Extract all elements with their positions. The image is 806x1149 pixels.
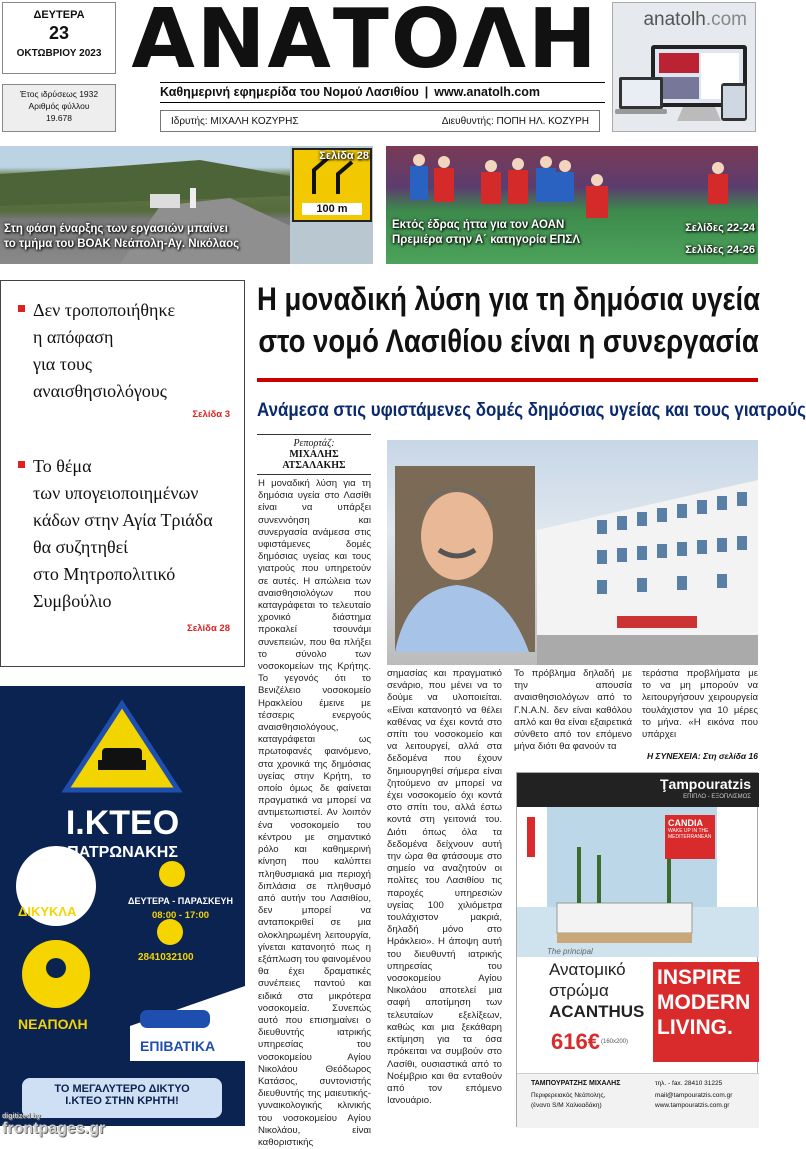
founder-name: Ιδρυτής: ΜΙΧΑΛΗ ΚΟΖΥΡΗΣ [171, 115, 299, 127]
store-phone[interactable]: τηλ. - fax. 28410 31225 [655, 1080, 723, 1087]
continued-link[interactable]: Η ΣΥΝΕΧΕΙΑ: Στη σελίδα 16 [647, 751, 758, 761]
kteo-days: ΔΕΥΤΕΡΑ - ΠΑΡΑΣΚΕΥΗ [127, 896, 234, 906]
date-box [2, 2, 116, 74]
hospital-photo[interactable] [387, 440, 758, 665]
kteo-slogan: ΤΟ ΜΕΓΑΛΥΤΕΡΟ ΔΙΚΤΥΟ Ι.ΚΤΕΟ ΣΤΗΝ ΚΡΗΤΗ! [22, 1078, 222, 1118]
headline-divider [257, 378, 758, 382]
product-size: (160x200) [601, 1039, 629, 1045]
main-headline[interactable]: Η μοναδική λύση για τη δημόσια υγεία στο νομό Λασιθίου είναι η συνεργασία [257, 281, 761, 359]
website-ad-brand: anatolh.com [643, 9, 747, 30]
strip2-page1: Σελίδες 22-24 [685, 222, 755, 234]
day-number: 23 [48, 23, 70, 43]
hospital-building-icon [387, 440, 758, 665]
mattress-ad[interactable] [516, 772, 758, 1127]
product-name: Ανατομικό στρώμα ACANTHUS [549, 960, 645, 1021]
kteo-owner: ΠΑΤΡΩΝΑΚΗΣ [67, 844, 178, 861]
collection-name: The principal [547, 947, 593, 956]
article-column-1: Η μοναδική λύση για τη δημόσια υγεία στο Λασίθι είναι να υπάρξει συνεννόηση και συνεργασία ανάμεσα στις υφιστάμενες δομές δημόσιας υγείας και τους γιατρούς που υπηρετούν σε αυτές. Η απώλεια των αναισθησιολόγων που καταγράφεται το τελευταίο χρονικό διάστημα προκαλεί τσουνάμι συνεπειών, που θα πλήξει το σύνολο των νοσοκομείων της Κρήτης. Το γεγονός ότι το Βενιζέλειο νοσοκομείο Ηρακλείου έμεινε με τέσσερις ενεργούς αναισθησιολόγους, καταγράφεται ως πρωτοφανές φαινόμενο, στα χρονικά της δημόσιας υγείας στην Κρήτη, το οποίο όμως δε φαίνεται πραγματικά να μπορεί να αντιμετωπιστεί. Αν λοιπόν ένα νοσοκομείο του κέντρου με σημαντικό ρόλο και καθημερινή κίνηση που καλύπτει πληθυσμιακά μια περιοχή διπλάσια σε πληθυσμό από αυτήν του Λασιθίου, δεν μπορεί να ανταποκριθεί σε μια ολοκληρωμένη λειτουργία, γίνεται κατανοητό πως η εξάπλωση του φαινομένου θα έχει δραματικές συνέπειες παντού και ειδικά στα μικρότερα νοσοκομεία. Συνεπώς αυτό που επισημαίνει ο διευθυντής ιατρικής υπηρεσίας του νοσοκομείου Αγίου Νικολάου Θεόδωρος Κατάσος, συντονιστής διευθυντής της μαιευτικής- γυναικολογικής κλινικής του νοσοκομείου Αγίου Νικολάου, είναι καθοριστικής [258, 478, 371, 1148]
kteo-ad[interactable] [0, 686, 245, 1126]
kteo-cars: ΕΠΙΒΑΤΙΚΑ [140, 1038, 216, 1054]
website-ad[interactable] [612, 2, 756, 132]
inspire-slogan: INSPIRE MODERN LIVING. [657, 966, 751, 1039]
article-subhead: Ανάμεσα στις υφιστάμενες δομές δημόσιας υγείας και τους γιατρούς [257, 400, 806, 421]
watermark: digitized by frontpages.gr [2, 1113, 106, 1137]
founder-bar [160, 110, 600, 132]
strip2-page2: Σελίδες 24-26 [685, 244, 755, 256]
founded-year: Έτος ιδρύσεως 1932 [19, 89, 99, 99]
kteo-hours: 08:00 - 17:00 [151, 910, 210, 921]
bullet-icon [18, 305, 25, 312]
brief-underground-bins[interactable]: Το θέμα των υπογειοποιημένων κάδων στην Αγία Τριάδα θα συζητηθεί στο Μητροπολιτικό Συμβούλιο [18, 453, 213, 615]
article-column-3: Το πρόβλημα δηλαδή με την απουσία αναισθησιολόγων από το Γ.Ν.Α.Ν. δεν είναι καθόλου απλό και θα είναι εξαιρετικά σύνθετο από τον επόμενο μήνα διότι θα φανούν τα [514, 668, 632, 753]
kteo-phone[interactable]: 2841032100 [138, 952, 194, 963]
day-name: ΔΕΥΤΕΡΑ [33, 9, 85, 21]
month-year: ΟΚΤΩΒΡΙΟΥ 2023 [16, 48, 102, 59]
sidebar-briefs [0, 280, 245, 667]
store-email[interactable]: mail@tampouratzis.com.gr [655, 1092, 733, 1099]
strip1-page: Σελίδα 28 [319, 150, 369, 162]
store-info: ΤΑΜΠΟΥΡΑΤΖΗΣ ΜΙΧΑΛΗΣ Περιφερειακός Νεάπολης, (έναντι S/M Χαλκιαδάκη) τηλ. - fax. 28410 31225 mail@tampouratzis.com.gr www.tampouratzis.com.gr [517, 1073, 759, 1128]
kteo-town: ΝΕΑΠΟΛΗ [18, 1016, 88, 1032]
kteo-name: Ι.ΚΤΕΟ [65, 804, 180, 842]
bullet-icon [18, 461, 25, 468]
brief1-page: Σελίδα 3 [192, 409, 230, 420]
road-works-photo[interactable] [0, 146, 373, 264]
issue-label: Αριθμός φύλλου [28, 101, 90, 111]
director-name: Διευθυντής: ΠΟΠΗ ΗΛ. ΚΟΖΥΡΗ [441, 115, 589, 127]
devices-icon [613, 37, 757, 133]
article-column-4: τεράστια προβλήματα με το να μη μπορούν να λειτουργήσουν χειρουργεία τουλάχιστον για 10 μέρες το μήνα. «Η εικόνα που υπάρχει [642, 668, 758, 741]
tampouratzis-header: Ţampouratzis ΕΠΙΠΛΟ - ΕΞΟΠΛΙΣΜΟΣ [517, 773, 759, 807]
reporter-credit: Ρεπορτάζ: ΜΙΧΑΛΗΣ ΑΤΣΑΛΑΚΗΣ [257, 434, 371, 475]
kteo-motorbikes: ΔΙΚΥΚΛΑ [18, 904, 77, 919]
tagline-separator: | [424, 85, 429, 99]
sign-distance: 100 m [302, 203, 362, 215]
strip2-caption: Εκτός έδρας ήττα για τον ΑΟΑΝ Πρεμιέρα στην Α΄ κατηγορία ΕΠΣΛ [392, 219, 580, 246]
issue-number: 19.678 [46, 113, 72, 123]
article-column-2: σημασίας και πραγματικό σενάριο, που μένει να το δούμε να υλοποιείται. «Είναι κατανοητό να θέλει καθένας να έχει κοντά στο σπίτι του νοσοκομείο και να λειτουργεί, αλλά στα δεδομένα που έχουν δημιουργηθεί σήμερα είναι ζητούμενο αν μπορεί να έχει νοσοκομείο όχι κοντά στο σπίτι του, αλλά έστω κοντά στη γειτονιά του. Διότι όπως όλα τα δεδομένα δείχνουν αυτή την ώρα θα φτάσουμε στο σημείο να αναζητούν οι πολίτες του Λασιθίου τις παροχές υπηρεσιών υγείας 100 χιλιόμετρα τουλάχιστον μακριά, δηλαδή μόνο στο Ηράκλειο». Η άποψη αυτή του διευθυντή ιατρικής υπηρεσίας του νοσοκομείου Αγίου Νικολάου αποτελεί μια σαφή αποτίμηση των τελευταίων εξελίξεων, καθώς και μια ξεκάθαρη εκτίμηση για τα όσα πρόκειται να συμβούν στο Λασίθι, ουσιαστικά από το Νοέμβριο και θα ενταθούν από τον επόμενο Ιανουάριο. [387, 668, 502, 1107]
football-photo[interactable] [386, 146, 758, 264]
candia-logo: CANDIA WAKE UP IN THE MEDITERRANEAN [665, 815, 715, 859]
strip1-caption: Στη φάση έναρξης των εργασιών μπαίνει το τμήμα του ΒΟΑΚ Νεάπολη-Αγ. Νικόλαος [4, 223, 240, 250]
store-website[interactable]: www.tampouratzis.com.gr [655, 1102, 730, 1109]
issue-info-box [2, 84, 116, 132]
website-link[interactable]: www.anatolh.com [434, 85, 541, 99]
brief2-page: Σελίδα 28 [187, 623, 230, 634]
masthead-logo: ΑΝΑΤΟΛΗ [131, 0, 599, 87]
tagline-text: Καθημερινή εφημερίδα του Νομού Λασιθίου [160, 85, 419, 99]
brief-anaesthesiologists[interactable]: Δεν τροποποιήθηκε η απόφαση για τους αναισθησιολόγους [18, 297, 175, 405]
tagline [160, 82, 605, 103]
product-price: 616€ [551, 1029, 600, 1054]
